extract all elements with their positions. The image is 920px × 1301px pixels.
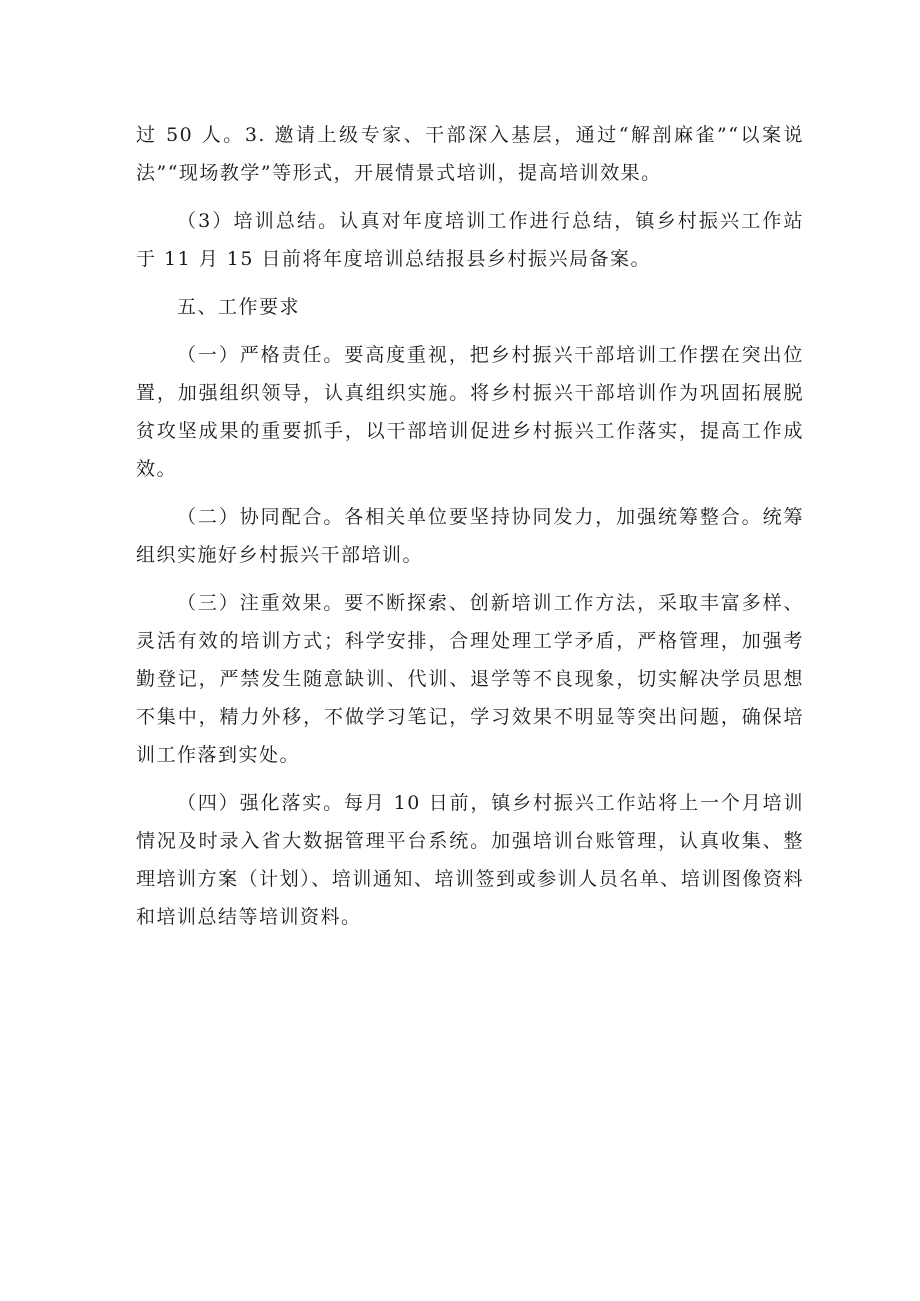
document-page bbox=[136, 116, 804, 946]
section-heading-work-requirements: 五、工作要求 bbox=[177, 296, 301, 318]
paragraph-implementation: （四）强化落实。每月 10 日前，镇乡村振兴工作站将上一个月培训情况及时录入省大数据管理平台系统。加强培训台账管理，认真收集、整理培训方案（计划）、培训通知、培训签到或参训人员名单、培训图像资料和培训总结等培训资料。 bbox=[136, 792, 804, 928]
paragraph-strict-responsibility: （一）严格责任。要高度重视，把乡村振兴干部培训工作摆在突出位置，加强组织领导，认真组织实施。将乡村振兴干部培训作为巩固拓展脱贫攻坚成果的重要抓手，以干部培训促进乡村振兴工作落实，提高工作成效。 bbox=[136, 344, 804, 480]
paragraph-coordination: （二）协同配合。各相关单位要坚持协同发力，加强统筹整合。统筹组织实施好乡村振兴干部培训。 bbox=[136, 506, 804, 566]
paragraph-focus-on-effect: （三）注重效果。要不断探索、创新培训工作方法，采取丰富多样、灵活有效的培训方式；科学安排，合理处理工学矛盾，严格管理，加强考勤登记，严禁发生随意缺训、代训、退学等不良现象，切实解决学员思想不集中，精力外移，不做学习笔记，学习效果不明显等突出问题，确保培训工作落到实处。 bbox=[136, 592, 804, 766]
paragraph-training-summary: （3）培训总结。认真对年度培训工作进行总结，镇乡村振兴工作站于 11 月 15 日前将年度培训总结报县乡村振兴局备案。 bbox=[136, 210, 804, 270]
paragraph-continuation: 过 50 人。3. 邀请上级专家、干部深入基层，通过“解剖麻雀”“以案说法”“现场教学”等形式，开展情景式培训，提高培训效果。 bbox=[136, 124, 804, 184]
